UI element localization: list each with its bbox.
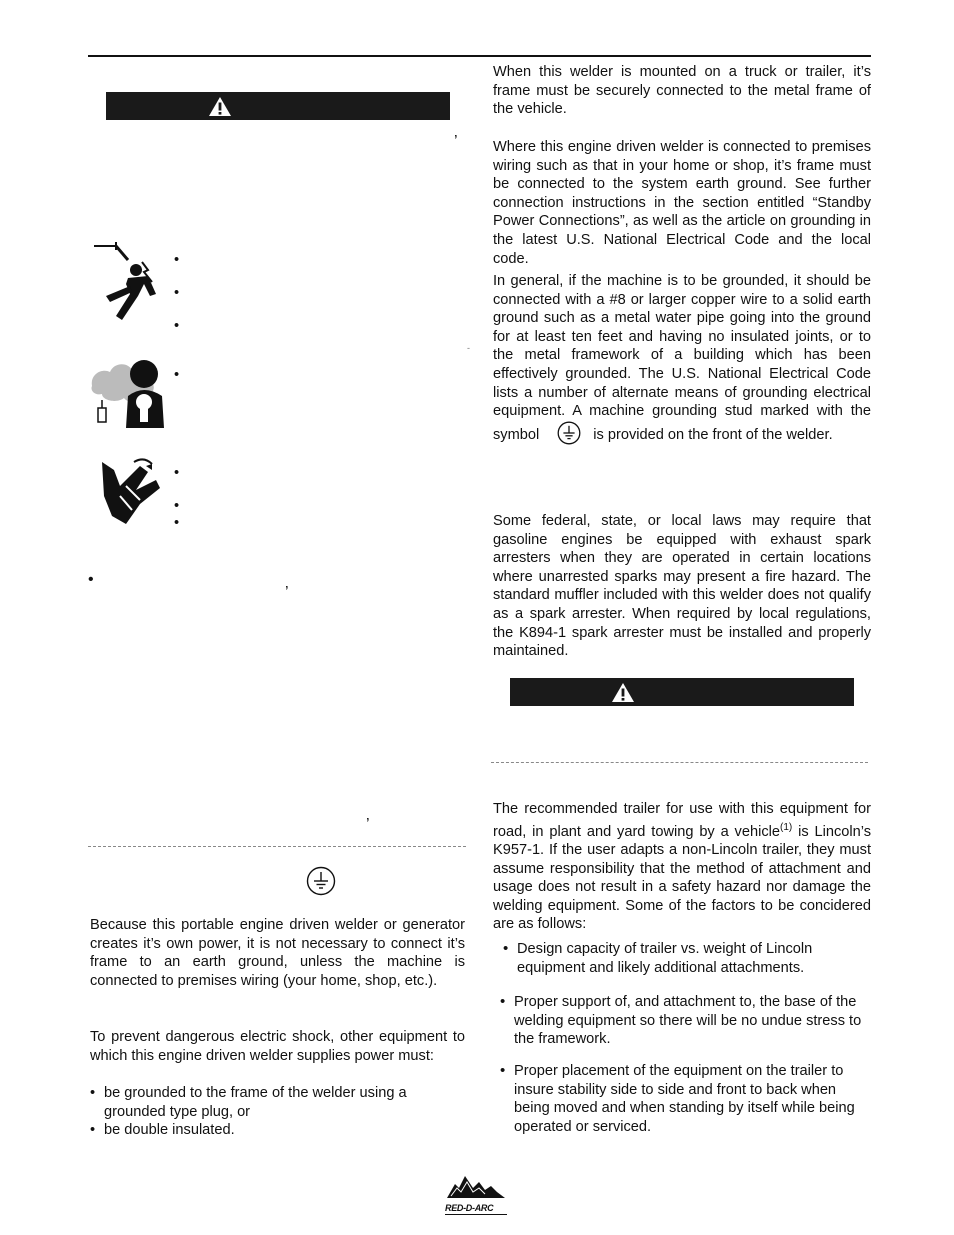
bullet-dot: • xyxy=(88,571,94,588)
vehicle-frame-paragraph: When this welder is mounted on a truck or trailer, it’s frame must be securely connected to the metal frame of the vehicle. xyxy=(493,64,871,118)
bullet-dot: • xyxy=(174,285,180,301)
list-item-text: Proper placement of the equipment on the trailer to insure stability side to side and front to back when being moved and when standing by itself while being operated or serviced. xyxy=(514,1063,855,1135)
trailer-text: The recommended trailer for use with this equipment for road, in plant and yard towing by a vehicle xyxy=(493,801,871,840)
warning-banner xyxy=(510,678,854,706)
warning-triangle-icon xyxy=(611,682,635,703)
list-item: • be grounded to the frame of the welder using a grounded type plug, or xyxy=(90,1084,465,1121)
trailer-text-end: is Lincoln’s K957-1. If the user adapts a non-Lincoln trailer, they must assume responsibility that the method of attachment and usage does not result in a safety hazard nor damage the welding equipment. Some of the factors to be concidered are as follows: xyxy=(493,823,872,933)
footer-logo xyxy=(445,1174,507,1214)
grounding-method-paragraph xyxy=(493,272,871,445)
trailer-bullet-2: • Proper support of, and attachment to, the base of the welding equipment so there will be no undue stress to the framework. xyxy=(500,993,872,1049)
stray-mark: ’ xyxy=(366,816,370,833)
electric-shock-icon xyxy=(92,240,160,324)
list-item-text: be double insulated. xyxy=(104,1122,235,1139)
bullet-dot: • xyxy=(174,318,180,334)
stray-mark: - xyxy=(467,343,470,353)
trailer-bullet-3: • Proper placement of the equipment on the trailer to insure stability side to side and front to back when being moved and when standing by itself while being operated or serviced. xyxy=(500,1062,872,1136)
logo-mountain-icon xyxy=(445,1174,507,1200)
logo-text: RED-D-ARC xyxy=(445,1203,507,1215)
grounding-paragraph-1: Because this portable engine driven welder or generator creates it’s own power, it is not necessary to connect it’s frame to an earth ground, unless the machine is connected to premises wiring (your home, shop, etc.). xyxy=(90,917,465,989)
list-item-text: Design capacity of trailer vs. weight of Lincoln equipment and likely additional attachments. xyxy=(517,941,813,976)
section-divider xyxy=(491,762,868,763)
trailer-paragraph xyxy=(493,800,871,934)
premises-wiring-paragraph: Where this engine driven welder is connected to premises wiring such as that in your home or shop, it’s frame must be connected to the system earth ground. See further connection instructions in the section entitled “Standby Power Connections”, as well as the article on grounding in the latest U.S. National Electrical Code and the local code. xyxy=(493,139,871,267)
top-rule xyxy=(88,55,871,57)
list-item-text: be grounded to the frame of the welder using a grounded type plug, or xyxy=(104,1085,407,1120)
stray-mark: ’ xyxy=(285,584,289,601)
list-item-text: Proper support of, and attachment to, the base of the welding equipment so there will be no undue stress to the framework. xyxy=(514,994,862,1048)
list-item: • be double insulated. xyxy=(90,1121,465,1140)
grounding-bullet-list xyxy=(90,1084,465,1140)
fumes-hazard-icon xyxy=(88,356,170,432)
bullet-dot: • xyxy=(174,515,180,531)
spark-arrester-paragraph: Some federal, state, or local laws may require that gasoline engines be equipped with exhaust spark arresters when they are operated in certain locations where unarrested sparks may present a fire hazard. The standard muffler included with this welder does not qualify as a spark arrester. When required by local regulations, the K894-1 spark arrester must be installed and properly maintained. xyxy=(493,513,871,660)
warning-banner xyxy=(106,92,450,120)
ground-symbol-icon xyxy=(306,866,336,896)
trailer-bullet-1: • Design capacity of trailer vs. weight of Lincoln equipment and likely additional attachments. xyxy=(503,940,873,977)
bullet-dot: • xyxy=(174,252,180,268)
grounding-method-text-end: is provided on the front of the welder. xyxy=(593,426,833,443)
bullet-dot: • xyxy=(174,498,180,514)
bullet-dot: • xyxy=(174,465,180,481)
section-divider xyxy=(88,846,466,847)
moving-parts-icon xyxy=(96,456,166,528)
footnote-marker: (1) xyxy=(780,821,793,833)
ground-symbol-icon xyxy=(557,421,581,445)
grounding-paragraph-2: To prevent dangerous electric shock, other equipment to which this engine driven welder supplies power must: xyxy=(90,1029,465,1064)
bullet-dot: • xyxy=(174,367,180,383)
stray-mark: ’ xyxy=(454,133,458,150)
warning-triangle-icon xyxy=(208,96,232,117)
grounding-method-text: In general, if the machine is to be grounded, it should be connected with a #8 or larger copper wire to a solid earth ground such as a metal water pipe going into the ground for at least ten feet and having no insulated joints, or to the metal framework of a building which has been effectively grounded. The U.S. National Electrical Code lists a number of alternate means of grounding electrical equipment. A machine grounding stud marked with the symbol xyxy=(493,273,871,443)
